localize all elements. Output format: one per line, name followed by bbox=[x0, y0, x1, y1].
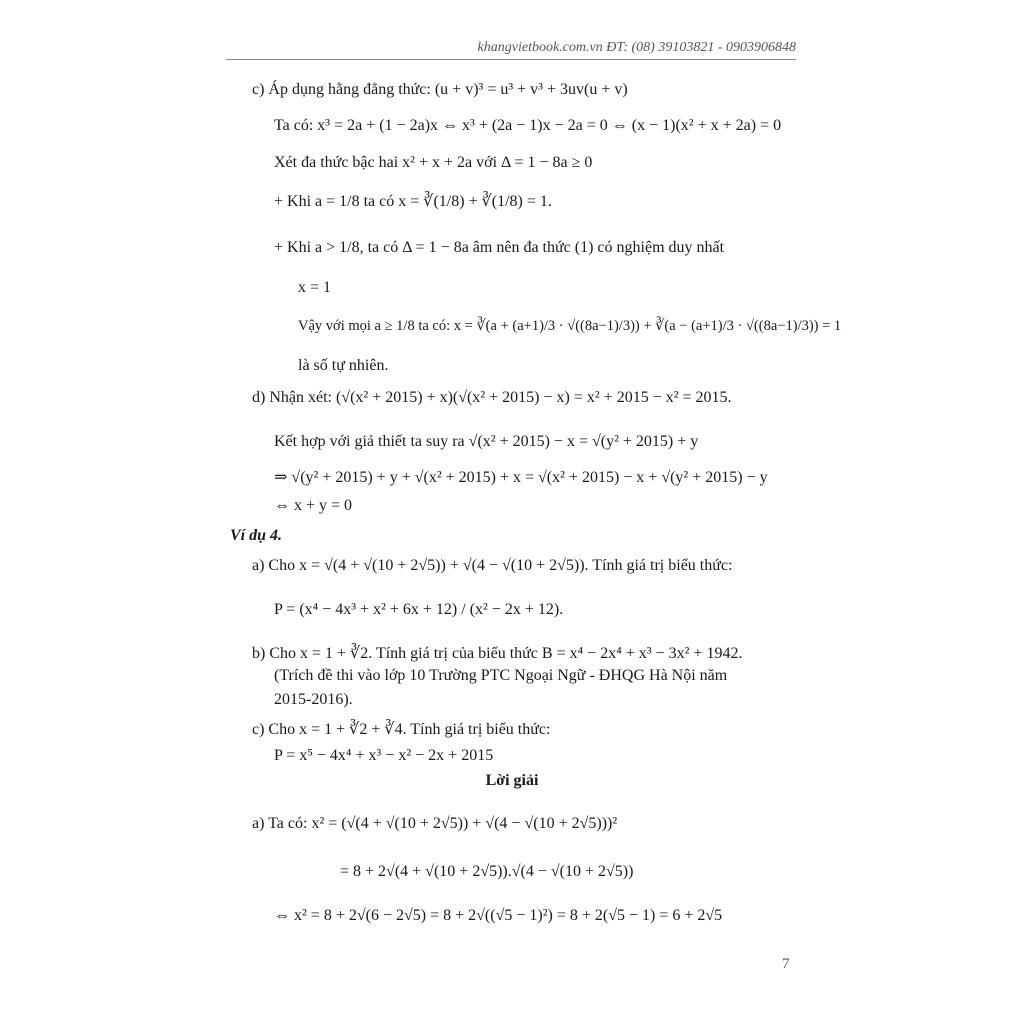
part-d-line-4: ⇔ x + y = 0 bbox=[274, 497, 353, 514]
solution-line-2: = 8 + 2√(4 + √(10 + 2√5)).√(4 − √(10 + 2√5)) bbox=[340, 863, 634, 880]
part-c-line-6: x = 1 bbox=[298, 279, 332, 296]
example-b-line-1: b) Cho x = 1 + ∛2. Tính giá trị của biểu thức B = x⁴ − 2x⁴ + x³ − 3x² + 1942. bbox=[252, 645, 743, 662]
part-c-line-3: Xét đa thức bậc hai x² + x + 2a với Δ = 1 − 8a ≥ 0 bbox=[274, 154, 593, 171]
solution-line-3: ⇔ x² = 8 + 2√(6 − 2√5) = 8 + 2√((√5 − 1)²) = 8 + 2(√5 − 1) = 6 + 2√5 bbox=[274, 907, 723, 924]
solution-line-1: a) Ta có: x² = (√(4 + √(10 + 2√5)) + √(4 − √(10 + 2√5)))² bbox=[252, 815, 618, 832]
solution-title: Lời giải bbox=[485, 772, 539, 789]
header-rule bbox=[226, 59, 796, 60]
part-c-line-4: + Khi a = 1/8 ta có x = ∛(1/8) + ∛(1/8) = 1. bbox=[274, 193, 552, 210]
example-a-line-1: a) Cho x = √(4 + √(10 + 2√5)) + √(4 − √(10 + 2√5)). Tính giá trị biểu thức: bbox=[252, 557, 733, 574]
example-a-line-2: P = (x⁴ − 4x³ + x² + 6x + 12) / (x² − 2x + 12). bbox=[274, 601, 564, 618]
example-b-line-3: 2015-2016). bbox=[274, 691, 353, 708]
example-title: Ví dụ 4. bbox=[230, 527, 283, 544]
part-d-line-3: ⇒ √(y² + 2015) + y + √(x² + 2015) + x = √(x² + 2015) − x + √(y² + 2015) − y bbox=[274, 469, 768, 486]
header-contact: ĐT: (08) 39103821 - 0903906848 bbox=[606, 40, 796, 55]
example-c-line-1: c) Cho x = 1 + ∛2 + ∛4. Tính giá trị biểu thức: bbox=[252, 721, 551, 738]
part-c-line-2: Ta có: x³ = 2a + (1 − 2a)x ⇔ x³ + (2a − 1)x − 2a = 0 ⇔ (x − 1)(x² + x + 2a) = 0 bbox=[274, 117, 782, 134]
part-c-line-1: c) Áp dụng hằng đẳng thức: (u + v)³ = u³ + v³ + 3uv(u + v) bbox=[252, 81, 628, 98]
example-c-line-2: P = x⁵ − 4x⁴ + x³ − x² − 2x + 2015 bbox=[274, 747, 494, 764]
part-c-line-8: là số tự nhiên. bbox=[298, 357, 389, 374]
header-site: khangvietbook.com.vn bbox=[477, 40, 603, 55]
part-c-line-7: Vậy với mọi a ≥ 1/8 ta có: x = ∛(a + (a+1)/3 · √((8a−1)/3)) + ∛(a − (a+1)/3 · √((8a−1)/3)) = 1 bbox=[298, 318, 842, 334]
part-c-line-5: + Khi a > 1/8, ta có Δ = 1 − 8a âm nên đa thức (1) có nghiệm duy nhất bbox=[274, 239, 725, 256]
page-header bbox=[226, 40, 796, 56]
part-d-line-2: Kết hợp với giả thiết ta suy ra √(x² + 2015) − x = √(y² + 2015) + y bbox=[274, 433, 699, 450]
page-number: 7 bbox=[782, 956, 790, 972]
example-b-line-2: (Trích đề thi vào lớp 10 Trường PTC Ngoại Ngữ - ĐHQG Hà Nội năm bbox=[274, 667, 728, 684]
part-d-line-1: d) Nhận xét: (√(x² + 2015) + x)(√(x² + 2015) − x) = x² + 2015 − x² = 2015. bbox=[252, 389, 732, 406]
